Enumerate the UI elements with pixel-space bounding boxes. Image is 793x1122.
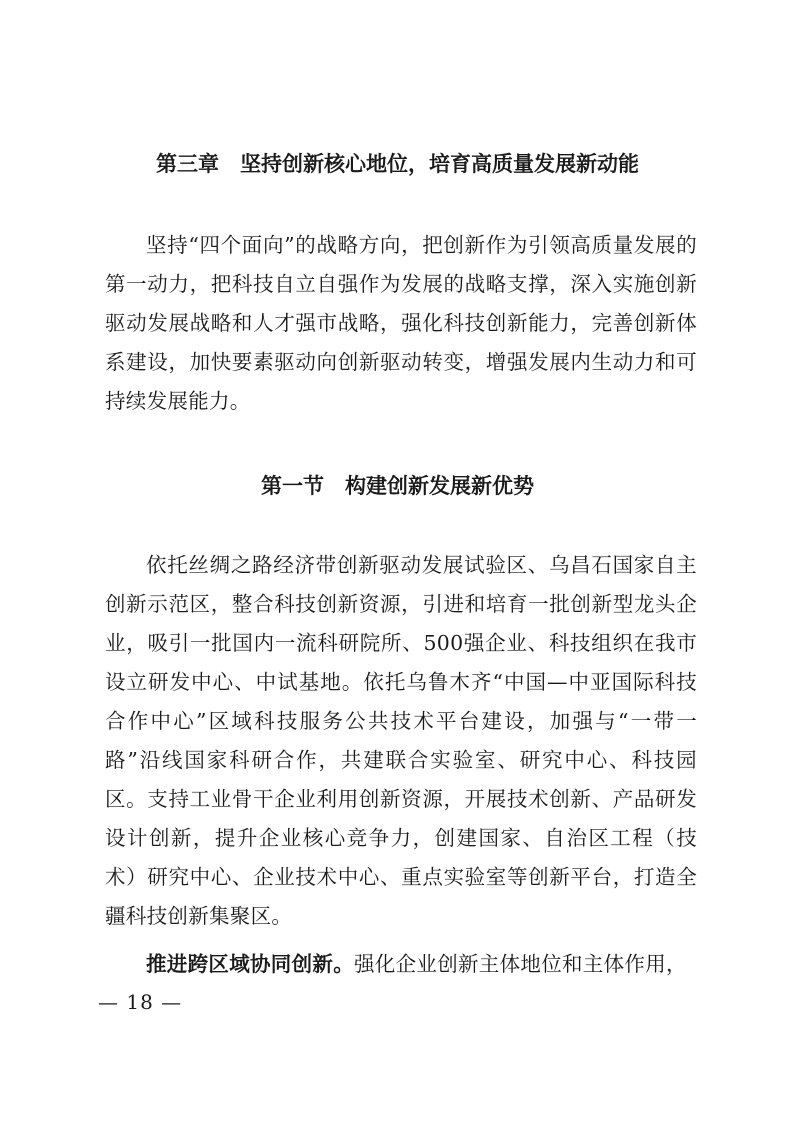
chapter-title: 第三章 坚持创新核心地位，培育高质量发展新动能 xyxy=(156,151,639,176)
paragraph-text: 强化企业创新主体地位和主体作用， xyxy=(354,952,687,976)
last-paragraph xyxy=(105,945,697,984)
section-title: 第一节 构建创新发展新优势 xyxy=(261,473,534,498)
section-paragraph: 依托丝绸之路经济带创新驱动发展试验区、乌昌石国家自主创新示范区，整合科技创新资源，引进和培育一批创新型龙头企业，吸引一批国内一流科研院所、500强企业、科技组织在我市设立研发中心、中试基地。依托乌鲁木齐“中国—中亚国际科技合作中心”区域科技服务公共技术平台建设，加强与“一带一路”沿线国家科研合作，共建联合实验室、研究中心、科技园区。支持工业骨干企业利用创新资源，开展技术创新、产品研发设计创新，提升企业核心竞争力，创建国家、自治区工程（技术）研究中心、企业技术中心、重点实验室等创新平台，打造全疆科技创新集聚区。 xyxy=(105,553,697,928)
intro-paragraph: 坚持“四个面向”的战略方向，把创新作为引领高质量发展的第一动力，把科技自立自强作为发展的战略支撑，深入实施创新驱动发展战略和人才强市战略，强化科技创新能力，完善创新体系建设，加快要素驱动向创新驱动转变，增强发展内生动力和可持续发展能力。 xyxy=(105,233,697,413)
page-number: — 18 — xyxy=(98,990,183,1014)
paragraph-lead-heading: 推进跨区域协同创新。 xyxy=(146,952,354,976)
